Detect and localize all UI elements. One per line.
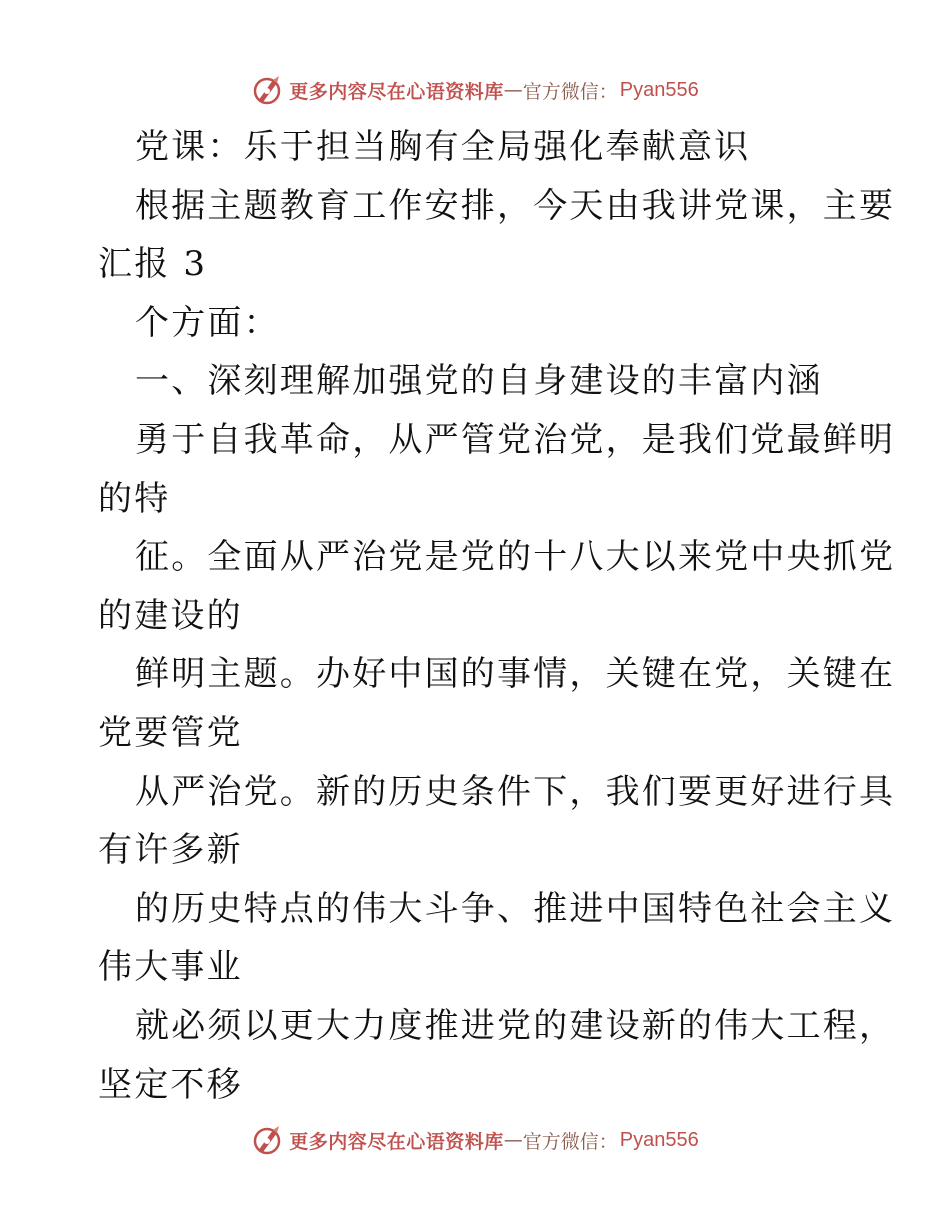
document-line: 一、深刻理解加强党的自身建设的丰富内涵: [135, 361, 823, 402]
document-line: 的建设的: [98, 595, 243, 636]
document-line: 的历史特点的伟大斗争、推进中国特色社会主义: [135, 888, 896, 929]
document-line: 勇于自我革命，从严管党治党，是我们党最鲜明: [135, 419, 896, 460]
document-line: 党课：乐于担当胸有全局强化奉献意识: [135, 127, 751, 167]
document-line: 鲜明主题。办好中国的事情，关键在党，关键在: [135, 654, 896, 695]
header-watermark-banner: [0, 70, 950, 110]
document-line: 伟大事业: [98, 947, 243, 988]
watermark-dash: —: [503, 1129, 523, 1151]
watermark-wechat-label: 官方微信：: [522, 1130, 618, 1153]
watermark-wechat-label: 官方微信：: [522, 80, 618, 103]
document-line: 征。全面从严治党是党的十八大以来党中央抓党: [135, 537, 896, 578]
document-line: 个方面：: [135, 302, 280, 343]
watermark-brand-text: 更多内容尽在心语资料库: [289, 1130, 504, 1153]
document-line: 有许多新: [98, 830, 243, 871]
watermark-wechat-id: Pyan556: [619, 1128, 699, 1151]
document-body: [98, 118, 896, 1114]
watermark-wechat-id: Pyan556: [619, 78, 699, 101]
watermark-dash: —: [503, 79, 523, 101]
pen-feather-logo-icon: [251, 1124, 283, 1156]
document-line: 根据主题教育工作安排，今天由我讲党课，主要: [135, 185, 896, 226]
document-line: 坚定不移: [98, 1064, 243, 1105]
document-line: 从严治党。新的历史条件下，我们要更好进行具: [135, 771, 896, 812]
document-line: 的特: [98, 478, 171, 519]
pen-feather-logo-icon: [251, 74, 283, 106]
document-line: 党要管党: [98, 712, 243, 753]
footer-watermark-banner: [0, 1120, 950, 1160]
watermark-brand-text: 更多内容尽在心语资料库: [289, 80, 504, 103]
document-line: 就必须以更大力度推进党的建设新的伟大工程，: [135, 1005, 896, 1046]
document-line: 汇报 3: [98, 244, 208, 285]
